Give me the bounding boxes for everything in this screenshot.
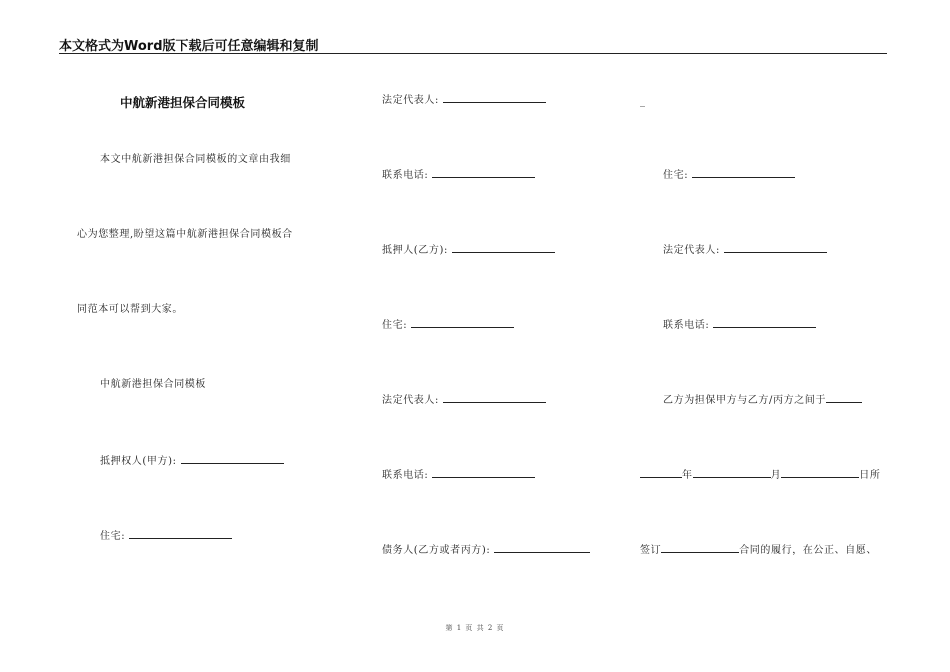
month-blank bbox=[693, 468, 771, 478]
pledgor-phone-blank bbox=[432, 468, 535, 478]
pledgor-legal-rep-field bbox=[382, 393, 546, 407]
debtor-phone-blank bbox=[713, 318, 816, 328]
guarantee-clause-line bbox=[663, 393, 862, 407]
pledgee-field bbox=[100, 454, 284, 468]
signed-prefix: 签订 bbox=[640, 545, 662, 556]
pledgor-legal-rep-blank bbox=[443, 393, 546, 403]
pledgee-blank bbox=[181, 454, 284, 464]
intro-line-3: 同范本可以帮到大家。 bbox=[77, 304, 183, 315]
year-blank bbox=[640, 468, 682, 478]
contract-name-blank bbox=[661, 543, 739, 553]
intro-line-1: 本文中航新港担保合同模板的文章由我细 bbox=[100, 154, 291, 165]
page-number: 第 1 页 共 2 页 bbox=[445, 624, 505, 632]
debtor-blank bbox=[494, 543, 590, 553]
pledgee-legal-rep-label: 法定代表人: bbox=[382, 95, 439, 106]
header-title: 本文格式为Word版下载后可任意编辑和复制 bbox=[59, 39, 319, 54]
pledgee-residence-label: 住宅: bbox=[663, 170, 689, 181]
pledgor-legal-rep-label: 法定代表人: bbox=[382, 395, 439, 406]
pledgee-phone-blank bbox=[432, 168, 535, 178]
intro-line-2: 心为您整理,盼望这篇中航新港担保合同模板合 bbox=[77, 229, 293, 240]
stray-mark: _ bbox=[640, 96, 646, 107]
guarantee-clause: 乙方为担保甲方与乙方/丙方之间于 bbox=[663, 395, 826, 406]
pledgee-legal-rep-blank bbox=[443, 93, 546, 103]
pledgee-address-field bbox=[100, 529, 232, 543]
pledgor-blank bbox=[452, 243, 555, 253]
pledgor-address-field bbox=[382, 318, 514, 332]
pledgor-phone-field bbox=[382, 468, 535, 482]
pledgee-phone-field bbox=[382, 168, 535, 182]
month-label: 月 bbox=[770, 470, 782, 481]
date-line bbox=[640, 468, 880, 482]
pledgee-residence-blank bbox=[692, 168, 795, 178]
debtor-phone-field bbox=[663, 318, 816, 332]
year-label: 年 bbox=[682, 470, 693, 481]
pledgee-residence-field bbox=[663, 168, 795, 182]
pledgor-address-label: 住宅: bbox=[382, 320, 408, 331]
debtor-legal-rep-field bbox=[663, 243, 827, 257]
pledgee-label: 抵押权人(甲方): bbox=[100, 456, 177, 467]
day-clause: 日所 bbox=[859, 470, 881, 481]
debtor-legal-rep-blank bbox=[724, 243, 827, 253]
debtor-label: 债务人(乙方或者丙方): bbox=[382, 545, 491, 556]
pledgor-field bbox=[382, 243, 555, 257]
debtor-legal-rep-label: 法定代表人: bbox=[663, 245, 720, 256]
pledgee-address-blank bbox=[129, 529, 232, 539]
subtitle: 中航新港担保合同模板 bbox=[100, 379, 206, 390]
guarantee-clause-blank bbox=[826, 393, 862, 403]
pledgee-legal-rep-field bbox=[382, 93, 546, 107]
pledgor-label: 抵押人(乙方): bbox=[382, 245, 448, 256]
signed-contract-line bbox=[640, 543, 877, 557]
pledgee-address-label: 住宅: bbox=[100, 531, 126, 542]
debtor-field bbox=[382, 543, 590, 557]
debtor-phone-label: 联系电话: bbox=[663, 320, 710, 331]
day-blank bbox=[781, 468, 859, 478]
signed-suffix: 合同的履行，在公正、自愿、 bbox=[739, 545, 878, 556]
page-header bbox=[59, 35, 887, 54]
pledgor-phone-label: 联系电话: bbox=[382, 470, 429, 481]
document-title: 中航新港担保合同模板 bbox=[120, 95, 246, 110]
pledgee-phone-label: 联系电话: bbox=[382, 170, 429, 181]
pledgor-address-blank bbox=[411, 318, 514, 328]
